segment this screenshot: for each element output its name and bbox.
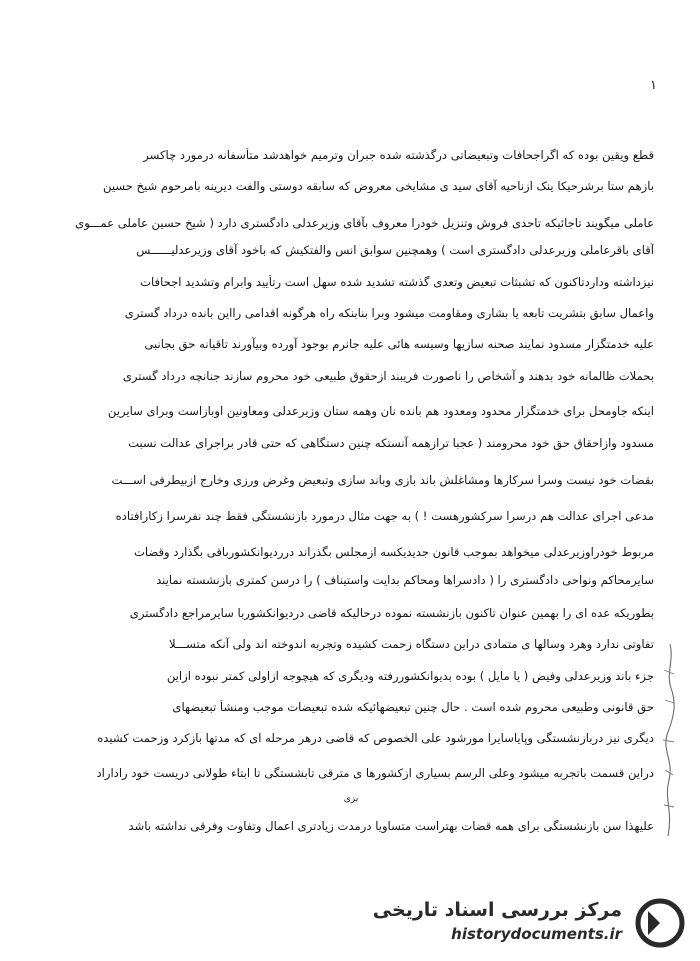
text-line: دراین قسمت باتجربه میشود وعلی الرسم بسیاری ازکشورها ی مترقی تابشستگی تا ابتاء طولانی دریست خود راداراد bbox=[96, 766, 654, 780]
watermark-url: historydocuments.ir bbox=[451, 925, 622, 943]
page-number: ۱ bbox=[650, 78, 657, 93]
letter-body bbox=[48, 140, 654, 833]
text-line: علیهذا سن بازنشستگی برای همه قضات بهتراست متساویا درمدت زیادتری اعمال وتفاوت وفرقی نداشته باشد bbox=[128, 819, 654, 833]
text-line: واعمال سابق بتشریت تابعه یا بشاری ومقاومت میشود وبرا بنابنکه راه هرگونه اقدامی رااین بانده درداد گستری bbox=[124, 306, 654, 320]
text-line: دیگری نیز دربازنشستگی وپایاسایرا مورشود علی الخصوص که قاضی درهر مرحله ای که مدتها بازکرد وزحمت کشیده bbox=[97, 731, 654, 745]
text-line: قطع ویقین بوده که اگراجحافات وتبعیضاتی درگذشته شده جبران وترمیم خواهدشد متأسفانه درمورد چاکسر bbox=[143, 148, 654, 162]
text-line: بزی bbox=[343, 795, 359, 804]
text-line: حق قانونی وطبیعی محروم شده است . حال چنین تبعیضهائیکه شده تبعیضات موجب ومنشأ تبعیضهای bbox=[172, 700, 654, 714]
text-line: بازهم ستا برشرحیکا ینک ازناحیه آقای سید ی مشایخی معروض که سابقه دوستی والفت دیرینه بامرحوم شیخ حسین bbox=[103, 179, 654, 193]
watermark-title: مرکز بررسی اسناد تاریخی bbox=[372, 899, 622, 921]
handwritten-margin-note bbox=[656, 640, 686, 840]
text-line: اینکه جاومحل برای خدمتگزار محدود ومعدود هم بانده نان وهمه ستان وزیرعدلی ومعاونین اوبازاست وبرای سایرین bbox=[107, 404, 654, 418]
text-line: مسدود وازاحقاق حق خود محرومند ( عجبا ترازهمه آنستکه چنین دستگاهی که حتی قادر براجرای عدالت نسبت bbox=[128, 436, 654, 450]
text-line: بحملات ظالمانه خود بدهند و آشخاص را ناصورت فریبند ازحقوق طبیعی خود محروم سازند جنانچه درداد گستری bbox=[122, 369, 654, 383]
text-line: بطوریکه عده ای را بهمین عنوان تاکنون بازنشسته نموده درحالیکه قاضی دردیوانکشوربا سایرمراجع دادگستری bbox=[129, 606, 654, 620]
text-line: نیزداشته وداردتاکنون که تشبثات تبعیض وتعدی گذشته تشدید شده سهل است رتأیید وابرام وتشدید اجحافات bbox=[140, 275, 654, 289]
text-line: بقضات خود نیست وسرا سرکارها ومشاغلش باند بازی وباند سازی وتبعیض وغرض ورزی وخارج ازبیطرفی اســـت bbox=[111, 473, 654, 487]
text-line: مربوط خودراوزیرعدلی میخواهد بموجب قانون جدیدیکسه ازمجلس بگذراند درردیوانکشورباقی بگذارد وقضات bbox=[134, 545, 654, 559]
text-line: علیه خدمتگزار مسدود نمایند صحنه سازیها وسیسه هائی علیه جانرم بوجود آورده وبیآورند تاقیانه حق بجانبی bbox=[144, 337, 654, 351]
text-line: تفاوتی ندارد وهرد وسالها ی متمادی دراین دستگاه زحمت کشیده وتجربه اندوخته اند ولی آنکه متســـلا bbox=[169, 637, 654, 651]
archive-logo-icon bbox=[632, 897, 688, 949]
text-line: مدعی اجرای عدالت هم درسرا سرکشورهست ! ) به جهت مثال درمورد بازنشستگی فقط چند نفرسرا زکارافتاده bbox=[115, 509, 654, 523]
text-line: عاملی میگویند تاجائیکه تاحدی فروش وتنزیل خودرا معروف بآقای وزیرعدلی دادگستری دارد ( شیخ حسین عاملی عمـــوی bbox=[75, 216, 654, 230]
archive-watermark bbox=[372, 897, 688, 949]
text-line: سایرمحاکم ونواحی دادگستری را ( دادسراها ومحاکم بدایت واستیناف ) را درسن کمتری بازنشسته نمایند bbox=[156, 573, 654, 587]
text-line: آقای باقرعاملی وزیرعدلی دادگستری است ) وهمچنین سوابق انس والفتکیش که باخود آقای وزیرعدلیــــــس bbox=[136, 243, 654, 257]
text-line: جزء باند وزیرعدلی وفیض ( یا مایل ) بوده بدیوانکشوررفته ودیگری که هیچوجه ازاولی کمتر نبوده ازاین bbox=[166, 669, 654, 683]
